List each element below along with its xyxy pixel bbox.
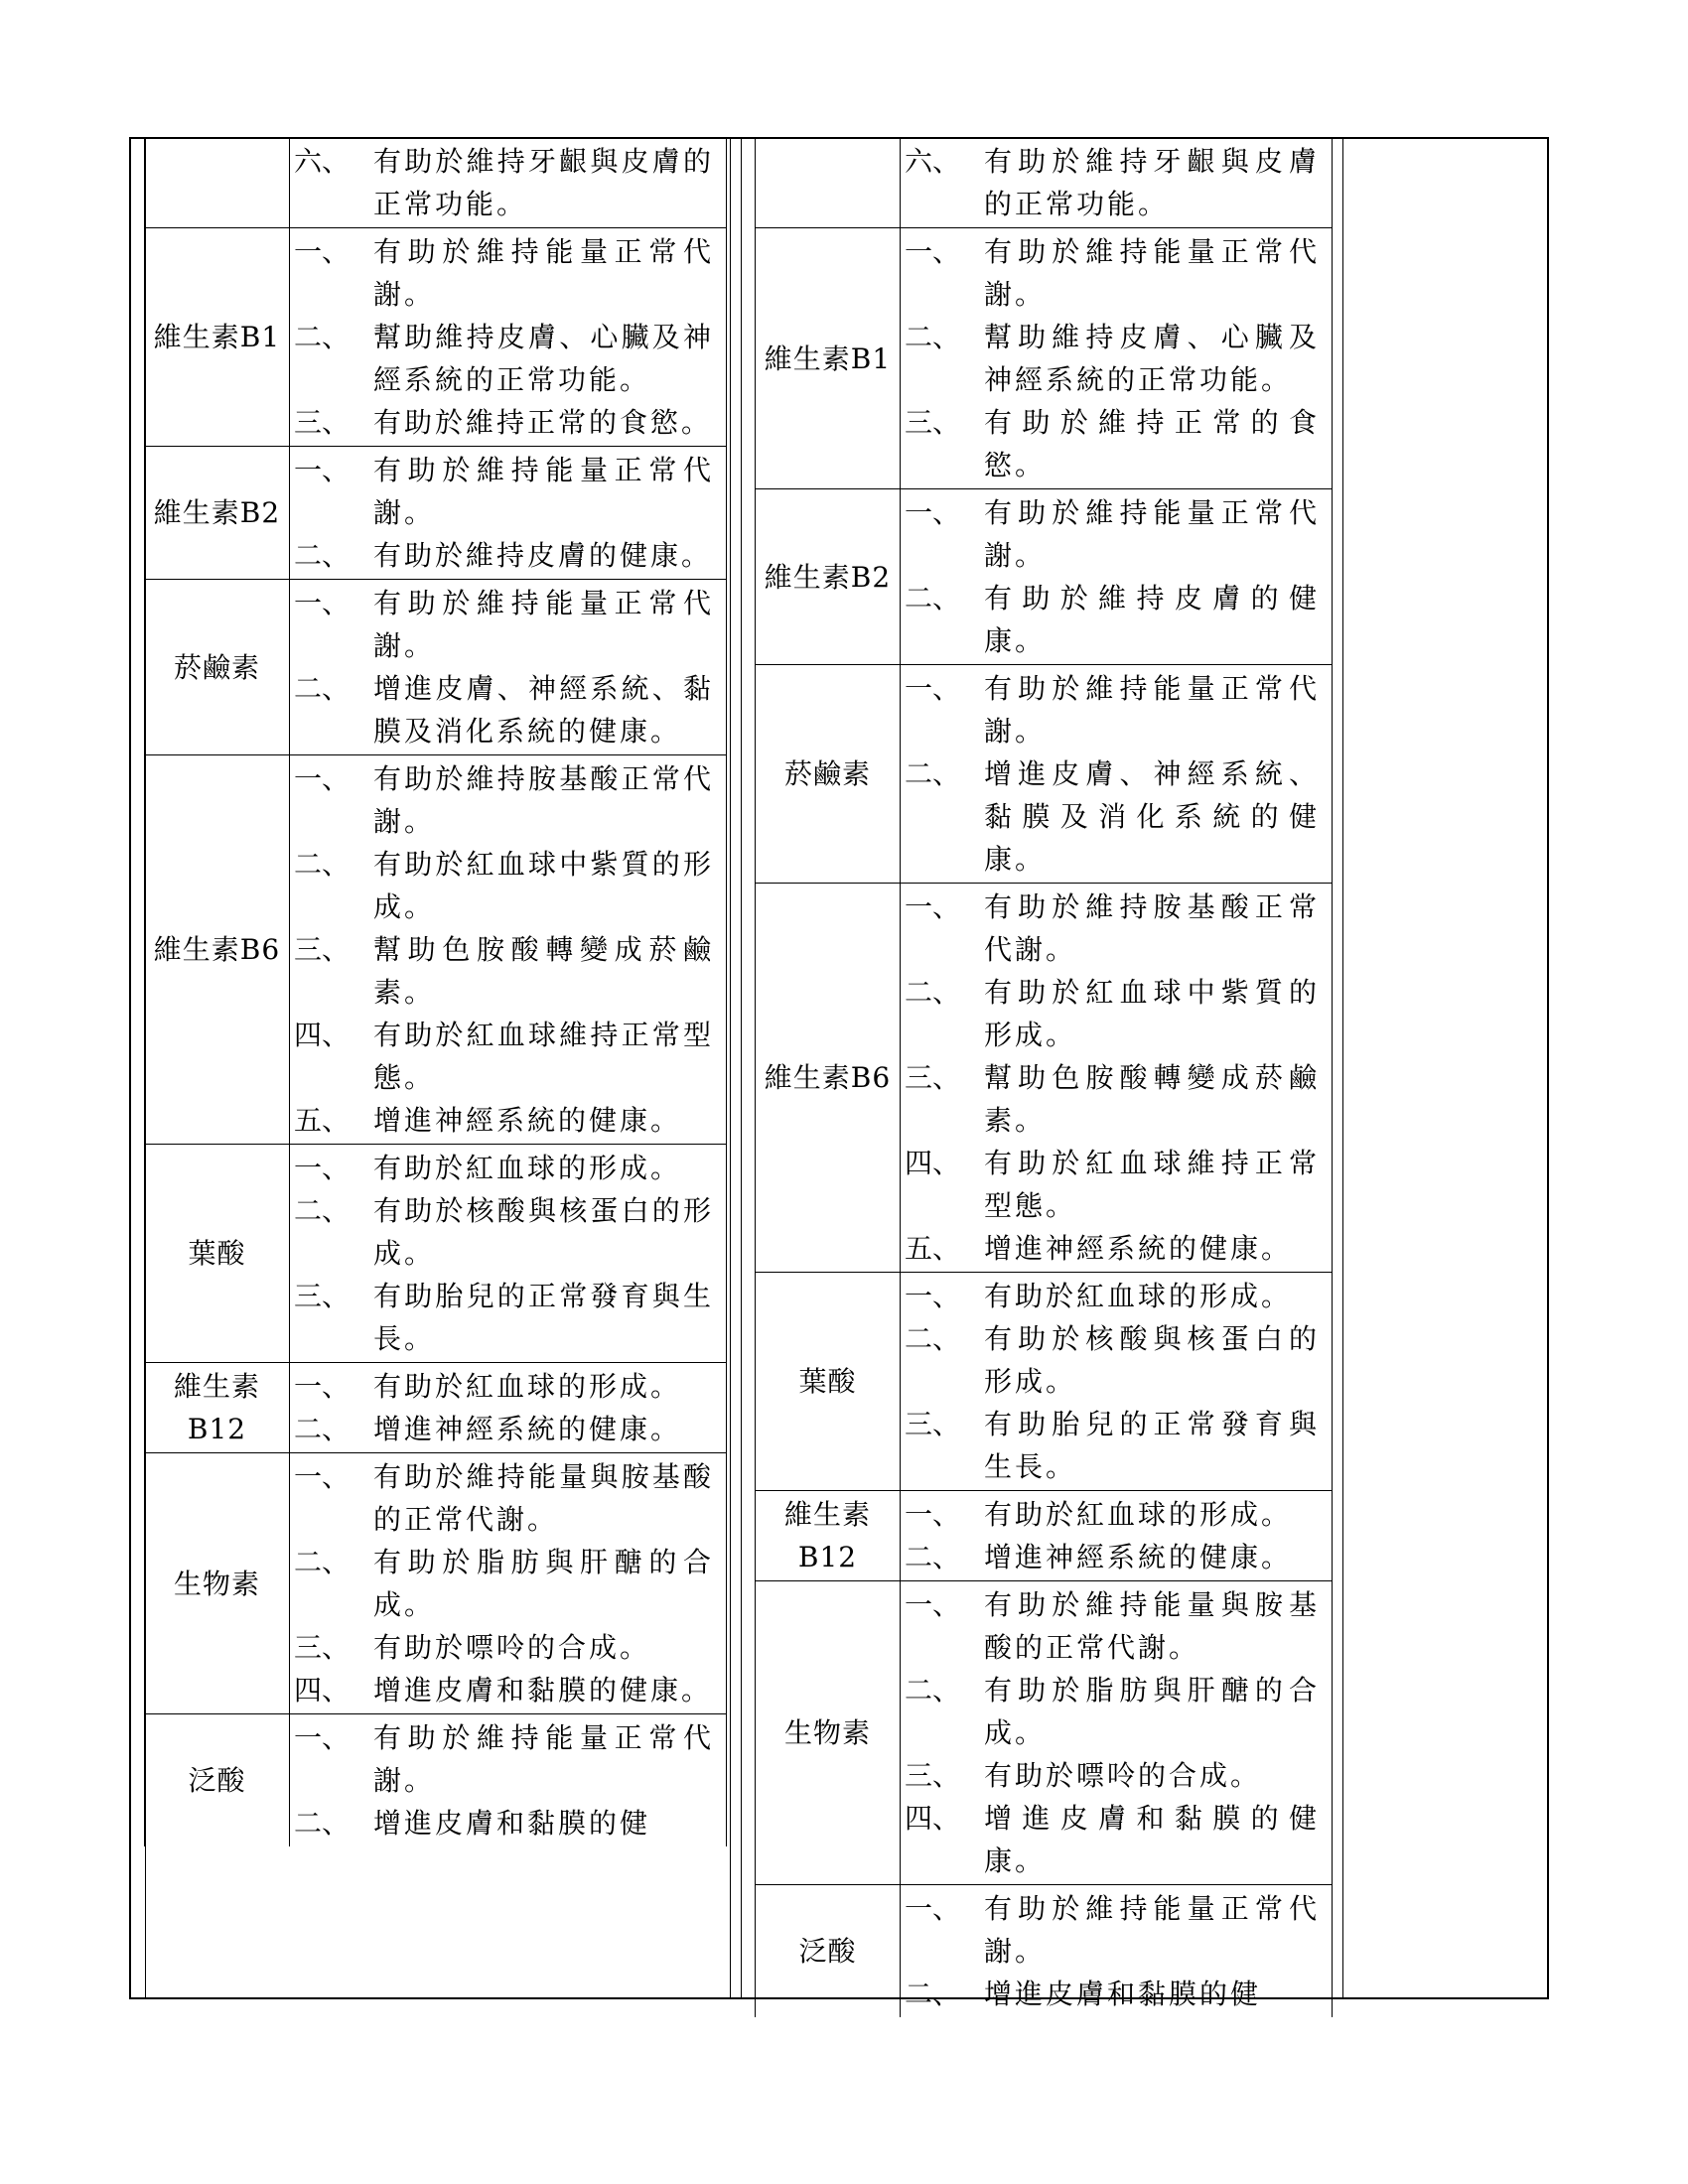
nutrient-row	[756, 884, 1333, 1273]
claim-number: 二、	[294, 1413, 351, 1445]
claim-item	[294, 1716, 714, 1802]
claim-text: 增進神經系統的健康。	[984, 1541, 1293, 1573]
claim-number: 一、	[905, 1498, 961, 1531]
claim-number: 二、	[905, 1541, 961, 1573]
nutrient-name: 生物素	[145, 1453, 290, 1714]
claim-text: 有助胎兒的正常發育與生長。	[984, 1408, 1320, 1483]
claims-cell	[290, 138, 727, 228]
claim-item	[905, 1056, 1320, 1142]
claim-text: 增進神經系統的健康。	[373, 1413, 682, 1445]
claim-item	[905, 1493, 1320, 1536]
claim-number: 二、	[294, 321, 351, 353]
claim-item	[294, 140, 714, 225]
claim-text: 有助於維持能量正常代謝。	[984, 672, 1320, 748]
claim-text: 有助於紅血球的形成。	[373, 1370, 682, 1403]
claim-number: 二、	[905, 1978, 961, 2010]
claim-text: 增進皮膚、神經系統、黏膜及消化系統的健康。	[984, 757, 1320, 876]
claims-cell	[901, 1885, 1333, 2018]
claim-text: 有助於嘌呤的合成。	[984, 1759, 1262, 1792]
claim-text: 有助於紅血球中紫質的形成。	[984, 976, 1320, 1051]
claim-text: 幫助色胺酸轉變成菸鹼素。	[373, 933, 714, 1009]
claims-cell	[901, 884, 1333, 1273]
claim-text: 幫助維持皮膚、心臟及神經系統的正常功能。	[984, 321, 1320, 396]
claim-number: 一、	[294, 1460, 351, 1493]
claim-number: 二、	[294, 672, 351, 705]
claim-item	[294, 449, 714, 534]
claims-cell	[901, 1581, 1333, 1885]
claim-number: 五、	[905, 1232, 961, 1265]
claim-item	[905, 971, 1320, 1056]
claims-cell	[290, 1453, 727, 1714]
claim-number: 一、	[294, 1721, 351, 1754]
nutrient-row	[756, 138, 1333, 228]
claim-text: 有助於核酸與核蛋白的形成。	[373, 1194, 714, 1270]
claim-number: 二、	[294, 1194, 351, 1227]
nutrient-row	[756, 1581, 1333, 1885]
claim-text: 有助於紅血球維持正常型態。	[984, 1147, 1320, 1222]
claim-number: 一、	[294, 1152, 351, 1184]
claim-item	[294, 401, 714, 444]
claim-item	[294, 582, 714, 667]
claim-number: 二、	[905, 582, 961, 614]
nutrient-row	[145, 1363, 727, 1453]
nutrient-row	[756, 1885, 1333, 2018]
claim-text: 有助於維持能量正常代謝。	[984, 235, 1320, 311]
claim-item	[905, 1797, 1320, 1882]
nutrient-name: 泛酸	[756, 1885, 901, 2018]
claim-item	[294, 843, 714, 928]
claim-number: 三、	[294, 933, 351, 966]
nutrient-row	[145, 1714, 727, 1847]
table-body-left	[145, 138, 727, 1847]
claim-number: 二、	[294, 539, 351, 572]
claims-cell	[901, 1273, 1333, 1491]
claim-number: 四、	[294, 1019, 351, 1051]
claims-cell	[901, 138, 1333, 228]
claim-item	[905, 1669, 1320, 1754]
nutrient-row	[756, 228, 1333, 489]
claim-item	[905, 1317, 1320, 1403]
claim-text: 有助於核酸與核蛋白的形成。	[984, 1322, 1320, 1398]
column-divider-middle-a	[730, 139, 731, 1997]
nutrient-name: 維生素B6	[145, 755, 290, 1145]
claim-number: 一、	[294, 1370, 351, 1403]
claim-item	[294, 1669, 714, 1711]
claim-number: 一、	[294, 454, 351, 486]
claim-item	[294, 316, 714, 401]
nutrient-row	[145, 1145, 727, 1363]
claim-item	[905, 1583, 1320, 1669]
claim-number: 一、	[905, 890, 961, 923]
nutrient-row	[756, 489, 1333, 665]
nutrient-row	[756, 1491, 1333, 1581]
claim-text: 有助於維持正常的食慾。	[984, 406, 1320, 481]
claim-number: 二、	[905, 757, 961, 790]
claim-text: 有助於維持能量正常代謝。	[373, 587, 714, 662]
claim-text: 有助於脂肪與肝醣的合成。	[984, 1674, 1320, 1749]
nutrient-name: 菸鹼素	[145, 580, 290, 755]
claim-item	[294, 1626, 714, 1669]
claim-text: 有助於維持能量與胺基酸的正常代謝。	[373, 1460, 714, 1536]
nutrient-row	[145, 138, 727, 228]
claim-item	[294, 1147, 714, 1189]
nutrient-row	[756, 665, 1333, 884]
claim-number: 二、	[905, 1322, 961, 1355]
claim-text: 增進皮膚、神經系統、黏膜及消化系統的健康。	[373, 672, 714, 748]
nutrient-name: 維生素B12	[145, 1363, 290, 1453]
claim-number: 六、	[294, 145, 351, 178]
claim-text: 有助於紅血球的形成。	[984, 1280, 1293, 1312]
claim-text: 有助於紅血球的形成。	[984, 1498, 1293, 1531]
claim-item	[905, 886, 1320, 971]
claims-cell	[290, 228, 727, 447]
claim-number: 二、	[294, 1807, 351, 1840]
claim-number: 一、	[905, 496, 961, 529]
claim-text: 幫助維持皮膚、心臟及神經系統的正常功能。	[373, 321, 714, 396]
claim-item	[905, 1887, 1320, 1973]
claim-item	[294, 757, 714, 843]
claim-number: 一、	[294, 587, 351, 619]
nutrient-row	[145, 228, 727, 447]
claim-number: 四、	[294, 1674, 351, 1706]
claim-number: 一、	[294, 762, 351, 795]
claim-text: 有助於脂肪與肝醣的合成。	[373, 1546, 714, 1621]
claim-number: 三、	[294, 1280, 351, 1312]
claim-item	[905, 1142, 1320, 1227]
claim-number: 三、	[294, 1631, 351, 1664]
nutrient-name: 維生素B12	[756, 1491, 901, 1581]
claim-item	[905, 316, 1320, 401]
nutrient-name: 葉酸	[145, 1145, 290, 1363]
claim-item	[294, 1802, 714, 1844]
claim-text: 有助於維持牙齦與皮膚的正常功能。	[373, 145, 714, 220]
claim-number: 一、	[905, 1588, 961, 1621]
nutrient-claims-table-right	[755, 137, 1333, 2017]
claim-number: 三、	[905, 406, 961, 439]
claim-number: 三、	[294, 406, 351, 439]
claim-text: 有助於紅血球中紫質的形成。	[373, 848, 714, 923]
claims-cell	[901, 1491, 1333, 1581]
claim-item	[294, 1014, 714, 1099]
claims-cell	[290, 1714, 727, 1847]
claim-text: 增進神經系統的健康。	[984, 1232, 1293, 1265]
claim-number: 二、	[294, 848, 351, 881]
claim-text: 有助於維持胺基酸正常代謝。	[984, 890, 1320, 966]
claim-text: 有助於維持牙齦與皮膚的正常功能。	[984, 145, 1320, 220]
claim-number: 四、	[905, 1802, 961, 1835]
nutrient-name: 葉酸	[756, 1273, 901, 1491]
claims-cell	[901, 228, 1333, 489]
claim-text: 有助於維持能量正常代謝。	[373, 1721, 714, 1797]
claim-item	[905, 1973, 1320, 2015]
claim-text: 有助於維持能量正常代謝。	[373, 454, 714, 529]
claim-item	[294, 1275, 714, 1360]
claim-item	[294, 534, 714, 577]
claim-text: 有助於維持能量與胺基酸的正常代謝。	[984, 1588, 1320, 1664]
claim-item	[905, 140, 1320, 225]
claim-text: 幫助色胺酸轉變成菸鹼素。	[984, 1061, 1320, 1137]
nutrient-name	[145, 138, 290, 228]
column-divider-right	[1342, 139, 1343, 1997]
claim-number: 一、	[905, 1892, 961, 1925]
nutrient-claims-table-left	[144, 137, 727, 1846]
claims-cell	[290, 1363, 727, 1453]
claim-text: 有助於嘌呤的合成。	[373, 1631, 651, 1664]
claim-number: 一、	[905, 1280, 961, 1312]
claim-item	[905, 1227, 1320, 1270]
claim-item	[294, 1408, 714, 1450]
claim-item	[294, 1189, 714, 1275]
claim-item	[905, 1275, 1320, 1317]
claim-item	[905, 401, 1320, 486]
claim-number: 六、	[905, 145, 961, 178]
claim-item	[905, 1403, 1320, 1488]
claim-number: 二、	[905, 1674, 961, 1706]
claim-number: 四、	[905, 1147, 961, 1179]
claim-text: 增進皮膚和黏膜的健	[373, 1807, 651, 1840]
claims-cell	[290, 447, 727, 580]
nutrient-row	[145, 580, 727, 755]
claim-item	[294, 1455, 714, 1541]
claim-text: 有助於維持能量正常代謝。	[984, 1892, 1320, 1968]
claims-cell	[290, 1145, 727, 1363]
nutrient-name: 泛酸	[145, 1714, 290, 1847]
claims-cell	[901, 489, 1333, 665]
claim-number: 一、	[294, 235, 351, 268]
claim-text: 有助於紅血球維持正常型態。	[373, 1019, 714, 1094]
claim-item	[905, 667, 1320, 752]
claim-number: 二、	[905, 976, 961, 1009]
claim-number: 五、	[294, 1104, 351, 1137]
claim-text: 有助於維持能量正常代謝。	[373, 235, 714, 311]
column-divider-middle-b	[741, 139, 742, 1997]
claim-number: 三、	[905, 1061, 961, 1094]
claim-text: 有助於維持皮膚的健康。	[984, 582, 1320, 657]
claim-number: 二、	[905, 321, 961, 353]
claim-text: 有助胎兒的正常發育與生長。	[373, 1280, 714, 1355]
nutrient-row	[756, 1273, 1333, 1491]
claim-text: 有助於維持胺基酸正常代謝。	[373, 762, 714, 838]
claim-item	[905, 230, 1320, 316]
nutrient-name: 菸鹼素	[756, 665, 901, 884]
claim-item	[905, 752, 1320, 881]
claims-cell	[290, 755, 727, 1145]
nutrient-name: 生物素	[756, 1581, 901, 1885]
nutrient-row	[145, 755, 727, 1145]
claim-item	[905, 1536, 1320, 1578]
nutrient-name: 維生素B1	[756, 228, 901, 489]
claim-item	[905, 1754, 1320, 1797]
claim-text: 有助於紅血球的形成。	[373, 1152, 682, 1184]
claim-text: 有助於維持正常的食慾。	[373, 406, 713, 439]
claim-item	[294, 1541, 714, 1626]
claim-item	[294, 667, 714, 752]
claim-item	[905, 491, 1320, 577]
claim-item	[294, 1099, 714, 1142]
claim-number: 二、	[294, 1546, 351, 1578]
nutrient-name: 維生素B6	[756, 884, 901, 1273]
claim-item	[294, 928, 714, 1014]
claim-number: 三、	[905, 1408, 961, 1440]
claim-text: 增進皮膚和黏膜的健	[984, 1978, 1262, 2010]
nutrient-name: 維生素B1	[145, 228, 290, 447]
claim-text: 有助於維持皮膚的健康。	[373, 539, 713, 572]
nutrient-name	[756, 138, 901, 228]
nutrient-name: 維生素B2	[756, 489, 901, 665]
table-body-right	[756, 138, 1333, 2018]
nutrient-row	[145, 1453, 727, 1714]
nutrient-row	[145, 447, 727, 580]
claim-text: 增進神經系統的健康。	[373, 1104, 682, 1137]
claim-number: 一、	[905, 235, 961, 268]
nutrient-name: 維生素B2	[145, 447, 290, 580]
claim-text: 有助於維持能量正常代謝。	[984, 496, 1320, 572]
claim-item	[294, 230, 714, 316]
claims-cell	[290, 580, 727, 755]
claim-item	[905, 577, 1320, 662]
claim-number: 一、	[905, 672, 961, 705]
claims-cell	[901, 665, 1333, 884]
claim-text: 增進皮膚和黏膜的健康。	[373, 1674, 713, 1706]
claim-number: 三、	[905, 1759, 961, 1792]
claim-text: 增進皮膚和黏膜的健康。	[984, 1802, 1320, 1877]
claim-item	[294, 1365, 714, 1408]
